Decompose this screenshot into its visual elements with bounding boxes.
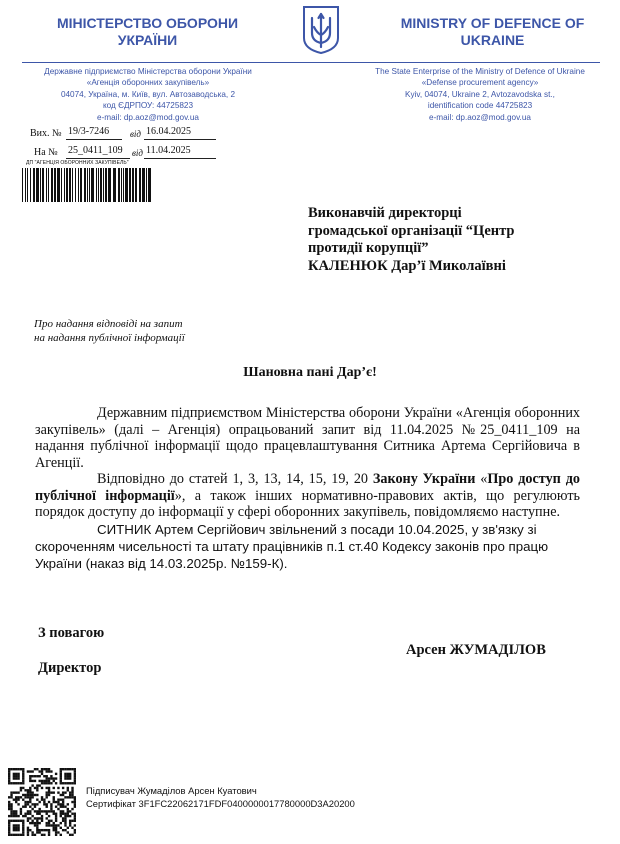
letterhead-ua-line: код ЄДРПОУ: 44725823 [102,101,194,111]
letterhead-en-line: Kyiv, 04074, Ukraine 2, Avtozavodska st., [405,89,555,99]
addressee-line: громадської організації “Центр [308,222,515,239]
addressee-block [308,205,608,275]
body-p2-rest: », а також інших нормативно-правових актів, що регулюють порядок доступу до інформації у сфері оборонних закупівель, повідомляємо наступне. [35,487,580,520]
letterhead-details-en [340,66,620,123]
trident-coat-of-arms-icon [302,5,340,55]
letter-body [35,405,580,572]
letterhead-ua-line: «Агенція оборонних закупівель» [86,78,210,88]
incoming-number: 25_0411_109 [68,145,123,156]
letterhead-ua-line: e-mail: dp.aoz@mod.gov.ua [97,112,199,122]
letterhead-en-line: The State Enterprise of the Ministry of Defence of Ukraine [375,67,585,76]
outgoing-number: 19/3-7246 [68,126,110,137]
letterhead-divider [22,62,600,63]
incoming-number-label: На № [34,147,58,158]
letterhead-title-en-line2: UKRAINE [460,32,525,48]
body-paragraph-2 [35,471,580,521]
letterhead-title-ua-line2: УКРАЇНИ [117,32,178,48]
addressee-line: КАЛЕНЮК Дар’ї Миколаївні [308,257,506,274]
subject-line: на надання публічної інформації [34,331,185,344]
signer-position: Директор [38,660,102,676]
subject-block [34,318,274,345]
letterhead-ua-line: Державне підприємство Міністерства оборони України [44,67,252,76]
signer-name: Арсен ЖУМАДІЛОВ [406,642,546,658]
letterhead-title-en [385,15,600,49]
incoming-date: 11.04.2025 [146,145,191,156]
addressee-line: протидії корупції” [308,240,429,256]
body-p2-text: Відповідно до статей 1, 3, 13, 14, 15, 19, 20 [97,471,373,487]
esign-certificate-line: Сертифікат 3F1FC22062171FDF0400000017780000D3A20200 [86,798,355,809]
body-p2-law: Закону України [372,471,476,487]
qr-code-icon [8,768,76,836]
letterhead-ua-line: 04074, Україна, м. Київ, вул. Автозаводська, 2 [60,89,236,99]
body-p2-quote: « [475,471,488,487]
greeting: Шановна пані Дар’є! [243,365,377,380]
letterhead-title-ua [40,15,255,49]
letterhead-en-line: identification code 44725823 [427,101,533,111]
incoming-number-row [30,147,220,161]
outgoing-date-label: від [130,129,141,139]
subject-line: Про надання відповіді на запит [34,318,183,330]
incoming-date-label: від [132,148,143,158]
letterhead-en-line: «Defense procurement agency» [421,78,539,88]
outgoing-number-row [30,128,220,142]
body-p2-law-title: Про доступ до публічної інформації [35,471,580,504]
outgoing-date: 16.04.2025 [146,126,191,137]
body-paragraph-1: Державним підприємством Міністерства оборони України «Агенція оборонних закупівель» (далі – Агенція) опрацьований запит від 11.04.2025 №25_0411_109 на надання публічної інформації щодо працевлаштування Ситника Артема Сергійовича в Агенції. [35,405,580,471]
letterhead-details-ua [8,66,288,123]
outgoing-number-label: Вих. № [30,128,62,139]
registration-barcode [22,168,154,202]
registration-stamp-caption: ДП "АГЕНЦІЯ ОБОРОННИХ ЗАКУПІВЕЛЬ" [26,160,129,166]
letterhead-en-line: e-mail: dp.aoz@mod.gov.ua [429,112,531,122]
esign-info [86,784,355,810]
body-paragraph-3: СИТНИК Артем Сергійович звільнений з посади 10.04.2025, у зв'язку зі скороченням чисельності та штату працівників п.1 ст.40 Кодексу законів про працю України (наказ від 14.03.2025р. №159-К). [35,521,549,571]
addressee-line: Виконавчій директорці [308,205,462,221]
letterhead-title-ua-line1: МІНІСТЕРСТВО ОБОРОНИ [56,15,239,31]
closing-regards: З повагою [38,625,105,641]
letterhead-title-en-line1: MINISTRY OF DEFENCE OF [400,15,585,31]
esign-signer-line: Підписувач Жумаділов Арсен Куатович [86,785,257,796]
